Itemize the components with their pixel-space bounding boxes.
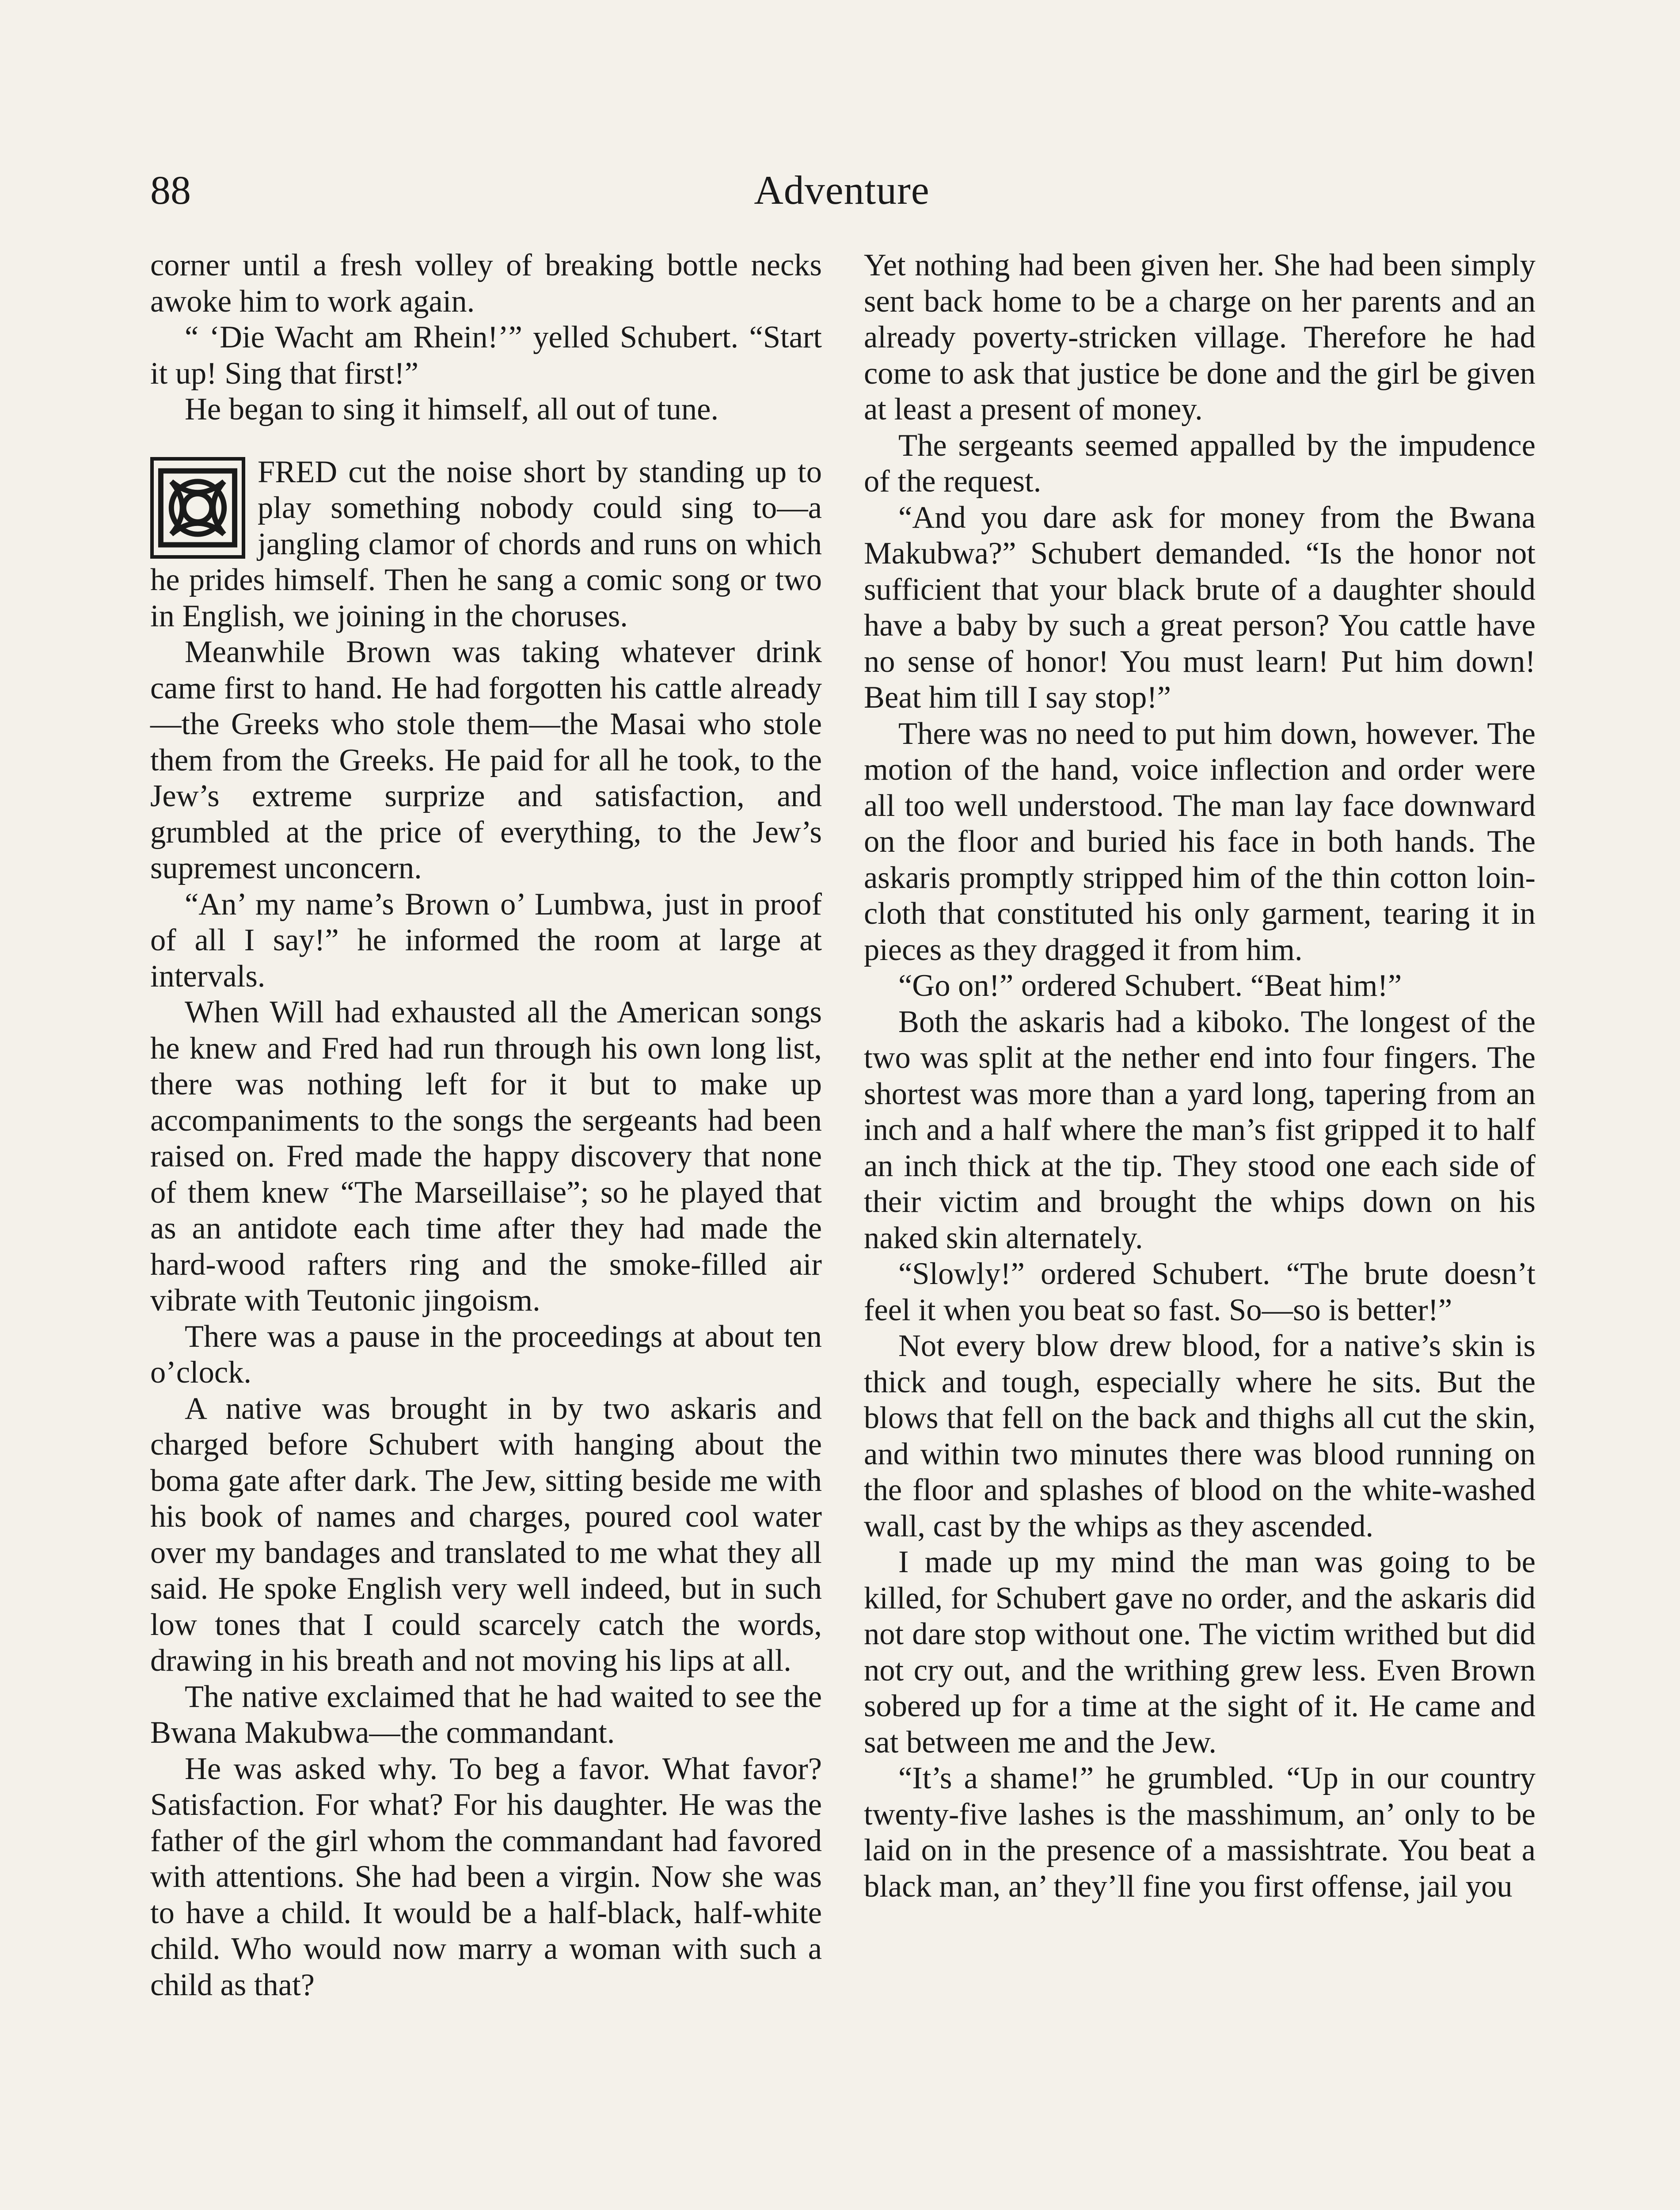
paragraph [150, 392, 822, 428]
paragraph [864, 1328, 1536, 1544]
paragraph-text: “It’s a shame!” he grumbled. “Up in our country twenty-five lashes is the masshimum, an’ only to be laid on in the presence of a massishtrate. You beat a black man, an’ they’ll fine you first offense, jail you [864, 1761, 1536, 1904]
paragraph-text: FRED cut the noise short by standing up to play something nobody could sing to—a jangling clamor of chords and runs on which he prides himself. Then he sang a comic song or two in English, we joining in the choruses. [150, 454, 822, 633]
paragraph [150, 634, 822, 887]
paragraph [864, 1544, 1536, 1760]
paragraph-text: “An’ my name’s Brown o’ Lumbwa, just in proof of all I say!” he informed the room at large at intervals. [150, 887, 822, 994]
paragraph [150, 1751, 822, 2004]
left-column [150, 248, 822, 2003]
page-header [150, 159, 1533, 221]
paragraph [150, 887, 822, 995]
paragraph-text: There was no need to put him down, however. The motion of the hand, voice inflection and order were all too well understood. The man lay face downward on the floor and buried his face in both hands. The askaris promptly stripped him of the thin cotton loin-cloth that constituted his only garment, tearing it in pieces as they dragged it from him. [864, 716, 1536, 967]
paragraph [150, 1391, 822, 1679]
running-title: Adventure [754, 168, 930, 213]
paragraph-text: “ ‘Die Wacht am Rhein!’” yelled Schubert. “Start it up! Sing that first!” [150, 320, 822, 391]
right-column [864, 248, 1536, 1905]
paragraph-text: Both the askaris had a kiboko. The longest of the two was split at the nether end into four fingers. The shortest was more than a yard long, tapering from an inch and a half where the man’s fist gripped it to half an inch thick at the tip. They stood one each side of their victim and brought the whips down on his naked skin alternately. [864, 1004, 1536, 1255]
paragraph-text: Yet nothing had been given her. She had been simply sent back home to be a charge on her parents and an already poverty-stricken village. Therefore he had come to ask that justice be done and the girl be given at least a present of money. [864, 248, 1536, 427]
paragraph-text: “And you dare ask for money from the Bwana Makubwa?” Schubert demanded. “Is the honor not sufficient that your black brute of a daughter should have a baby by such a great person? You cattle have no sense of honor! You must learn! Put him down! Beat him till I say stop!” [864, 500, 1536, 715]
paragraph [864, 1004, 1536, 1257]
paragraph-with-dropcap [150, 454, 822, 635]
paragraph [150, 1319, 822, 1391]
paragraph [864, 1760, 1536, 1905]
paragraph-text: The native exclaimed that he had waited to see the Bwana Makubwa—the commandant. [150, 1679, 822, 1750]
paragraph-text: When Will had exhausted all the American songs he knew and Fred had run through his own long list, there was nothing left for it but to make up accompaniments to the songs the sergeants had been raised on. Fred made the happy discovery that none of them knew “The Marseillaise”; so he played that as an antidote each time after they had made the hard-wood rafters ring and the smoke-filled air vibrate with Teutonic jingoism. [150, 995, 822, 1318]
paragraph [150, 1679, 822, 1751]
paragraph [864, 1256, 1536, 1328]
paragraph-text: A native was brought in by two askaris and charged before Schubert with hanging about the boma gate after dark. The Jew, sitting beside me with his book of names and charges, poured cool water over my bandages and translated to me what they all said. He spoke English very well indeed, but in such low tones that I could scarcely catch the words, drawing in his breath and not moving his lips at all. [150, 1391, 822, 1678]
paragraph-text: There was a pause in the proceedings at about ten o’clock. [150, 1319, 822, 1390]
paragraph-text: Not every blow drew blood, for a native’s skin is thick and tough, especially where he sits. But the blows that fell on the back and thighs all cut the skin, and within two minutes there was blood running on the floor and splashes of blood on the white-washed wall, cast by the whips as they ascended. [864, 1329, 1536, 1543]
page-number: 88 [150, 168, 191, 213]
dropcap-ornament-icon [150, 457, 245, 559]
paragraph [864, 428, 1536, 500]
paragraph [864, 968, 1536, 1004]
paragraph-text: He was asked why. To beg a favor. What favor? Satisfaction. For what? For his daughter. He was the father of the girl whom the commandant had favored with attentions. She had been a virgin. Now she was to have a child. It would be a half-black, half-white child. Who would now marry a woman with such a child as that? [150, 1751, 822, 2002]
paragraph-continuation [150, 248, 822, 320]
paragraph-text: I made up my mind the man was going to be killed, for Schubert gave no order, and the askaris did not dare stop without one. The victim writhed but did not cry out, and the writhing grew less. Even Brown sobered up for a time at the sight of it. He came and sat between me and the Jew. [864, 1545, 1536, 1760]
paragraph [150, 994, 822, 1319]
paragraph [864, 500, 1536, 716]
paragraph [864, 716, 1536, 968]
paragraph-text: He began to sing it himself, all out of tune. [185, 392, 719, 427]
paragraph-text: “Go on!” ordered Schubert. “Beat him!” [898, 968, 1402, 1003]
paragraph-text: Meanwhile Brown was taking whatever drink came first to hand. He had forgotten his cattle already—the Greeks who stole them—the Masai who stole them from the Greeks. He paid for all he took, to the Jew’s extreme surprize and satisfaction, and grumbled at the price of everything, to the Jew’s supremest unconcern. [150, 635, 822, 885]
paragraph-continuation [864, 248, 1536, 428]
paragraph-text: The sergeants seemed appalled by the impudence of the request. [864, 428, 1536, 499]
paragraph-text: “Slowly!” ordered Schubert. “The brute doesn’t feel it when you beat so fast. So—so is better!” [864, 1257, 1536, 1327]
paragraph [150, 320, 822, 392]
paragraph-text: corner until a fresh volley of breaking bottle necks awoke him to work again. [150, 248, 822, 319]
